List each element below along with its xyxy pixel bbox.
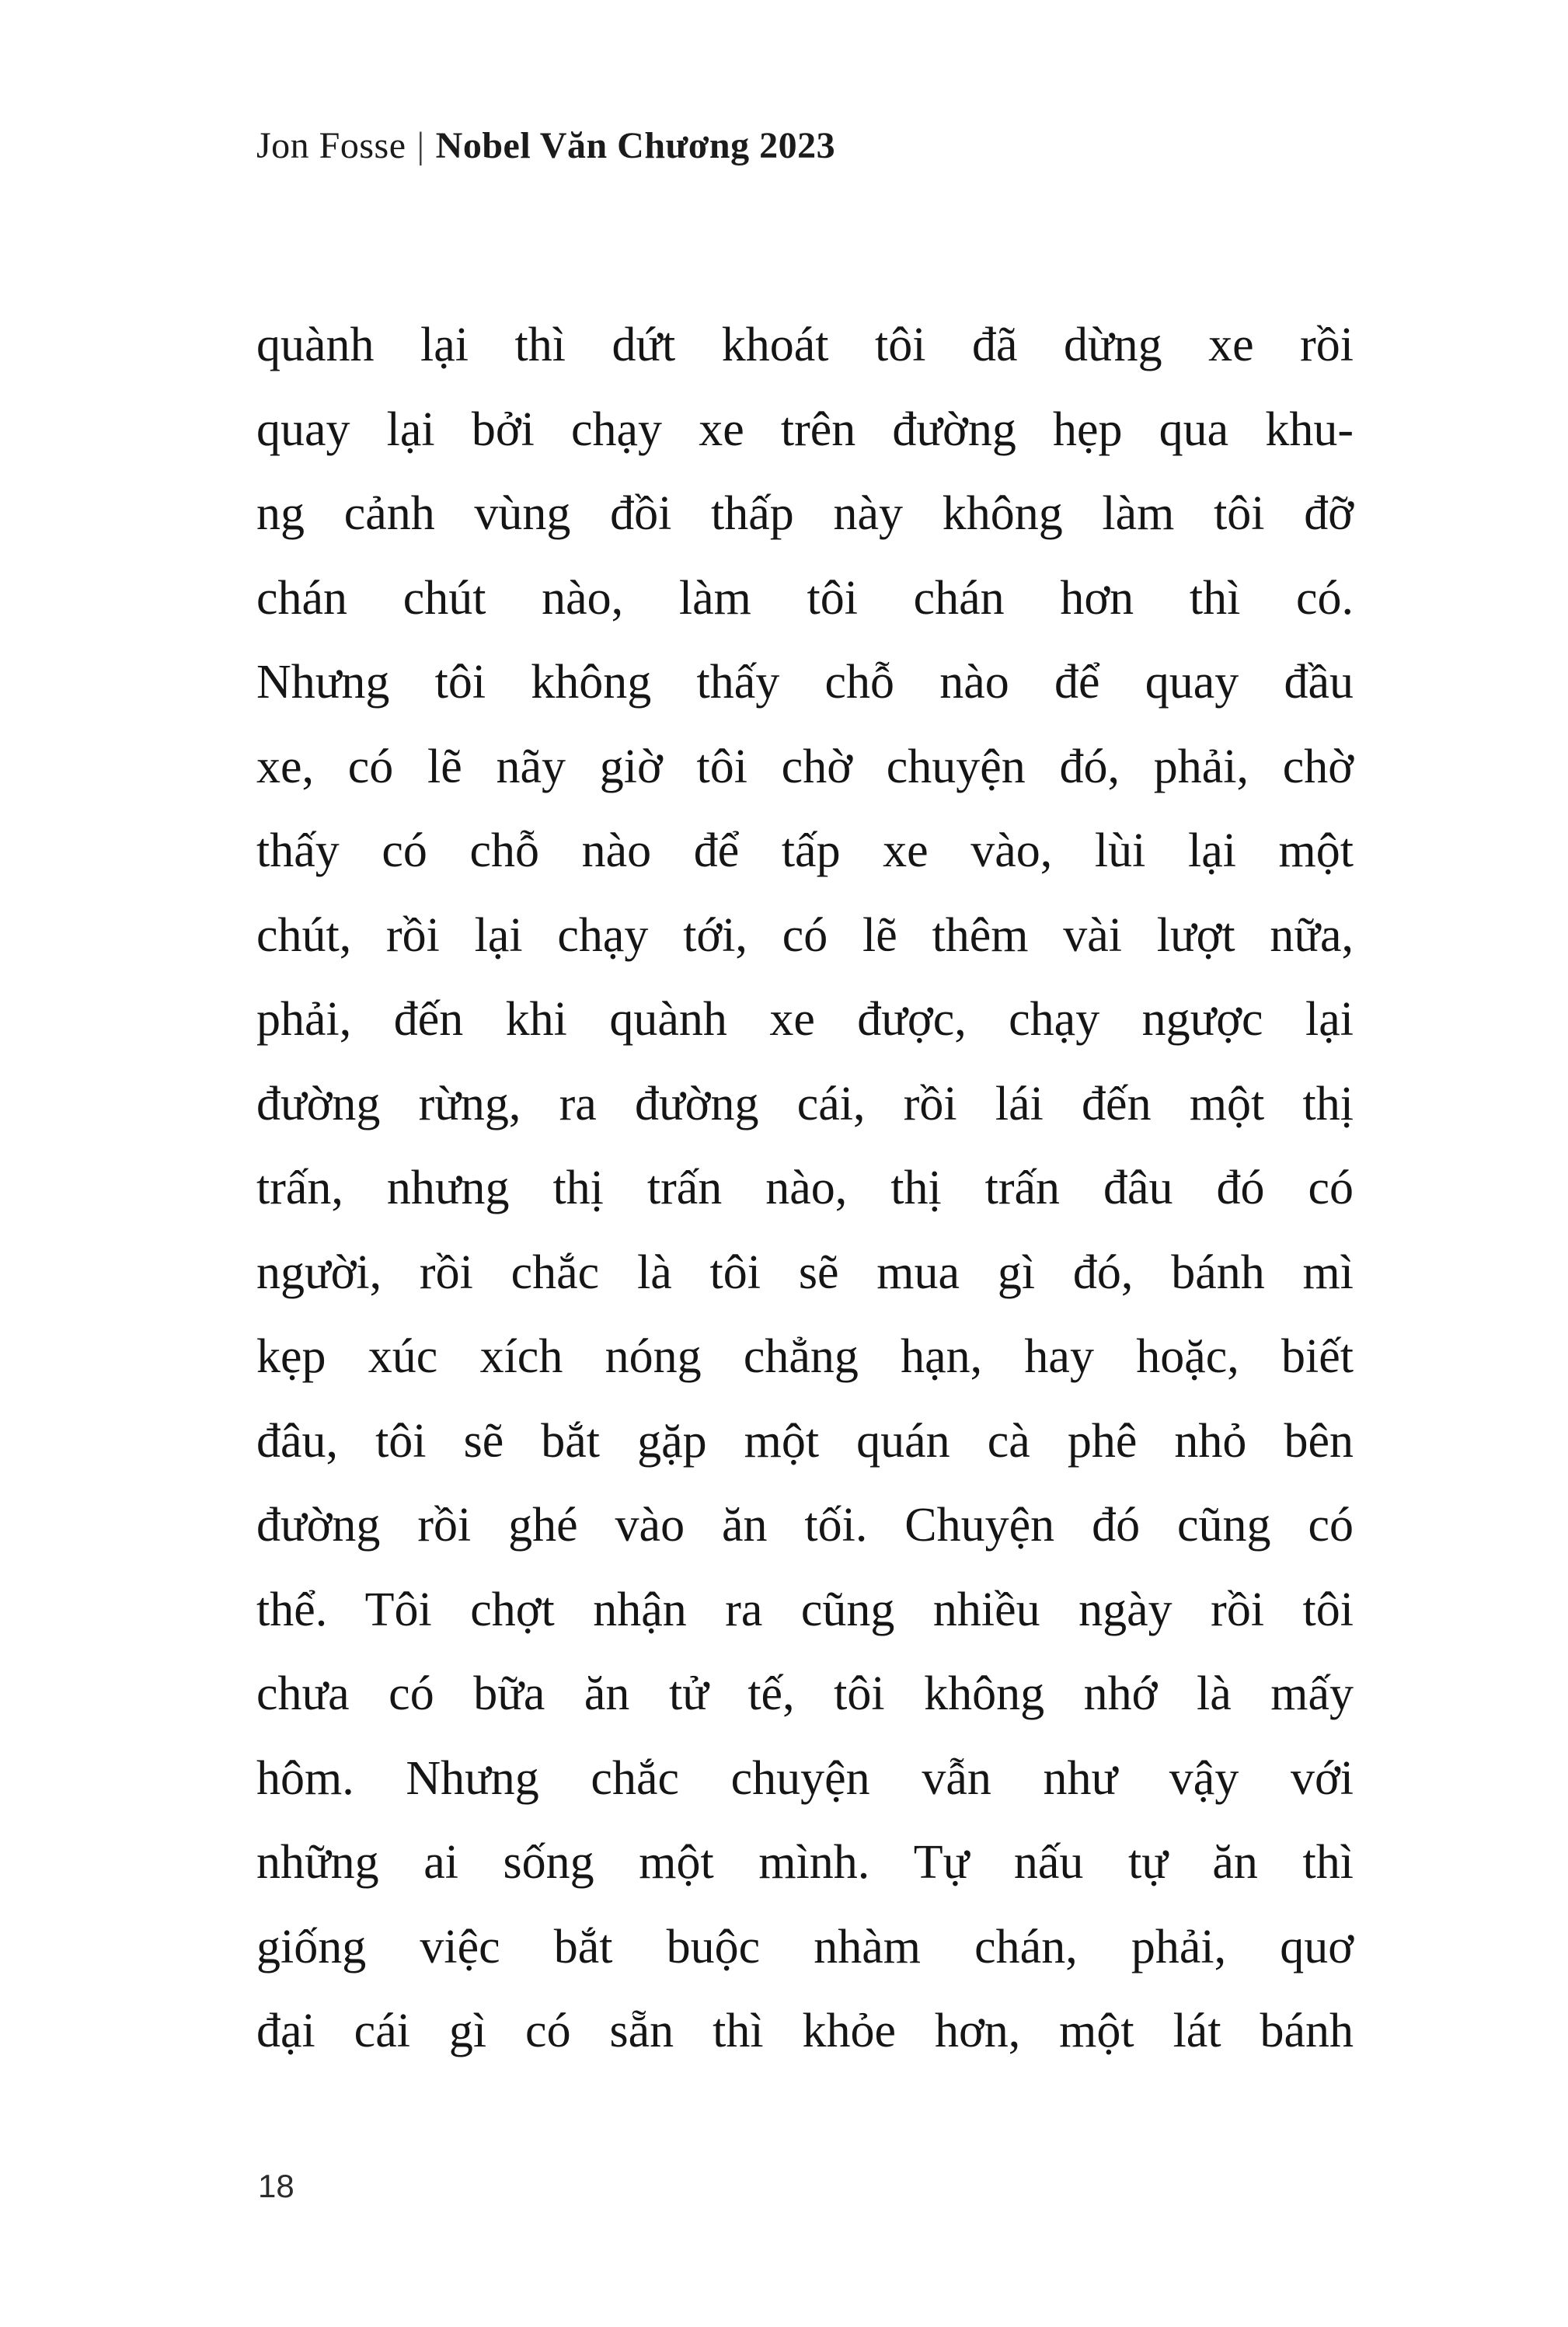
- body-line: thể. Tôi chợt nhận ra cũng nhiều ngày rồi tôi: [256, 1583, 1354, 1636]
- body-line: những ai sống một mình. Tự nấu tự ăn thì: [256, 1836, 1354, 1889]
- body-line: người, rồi chắc là tôi sẽ mua gì đó, bánh mì: [256, 1245, 1354, 1299]
- body-line: trấn, nhưng thị trấn nào, thị trấn đâu đó có: [256, 1162, 1354, 1214]
- body-line: đường rồi ghé vào ăn tối. Chuyện đó cũng có: [256, 1499, 1354, 1552]
- body-line: chán chút nào, làm tôi chán hơn thì có.: [256, 571, 1354, 625]
- body-line: đường rừng, ra đường cái, rồi lái đến một thị: [256, 1077, 1354, 1130]
- body-line: đại cái gì có sẵn thì khỏe hơn, một lát bánh: [256, 2005, 1354, 2057]
- body-line: quành lại thì dứt khoát tôi đã dừng xe rồi: [256, 319, 1354, 371]
- body-line: phải, đến khi quành xe được, chạy ngược lại: [256, 993, 1354, 1046]
- body-line: đâu, tôi sẽ bắt gặp một quán cà phê nhỏ bên: [256, 1414, 1354, 1468]
- body-line: thấy có chỗ nào để tấp xe vào, lùi lại một: [256, 824, 1354, 877]
- body-line: hôm. Nhưng chắc chuyện vẫn như vậy với: [256, 1751, 1354, 1805]
- body-line: quay lại bởi chạy xe trên đường hẹp qua khu-: [256, 402, 1354, 456]
- body-line: kẹp xúc xích nóng chẳng hạn, hay hoặc, biết: [256, 1330, 1354, 1383]
- header-separator: |: [416, 125, 425, 166]
- running-header: [256, 124, 835, 167]
- body-line: giống việc bắt buộc nhàm chán, phải, quơ: [256, 1920, 1354, 1973]
- body-line: xe, có lẽ nãy giờ tôi chờ chuyện đó, phải, chờ: [256, 740, 1354, 793]
- body-line: ng cảnh vùng đồi thấp này không làm tôi đỡ: [256, 487, 1354, 540]
- header-author: Jon Fosse: [256, 125, 406, 166]
- body-line: chút, rồi lại chạy tới, có lẽ thêm vài lượt nữa,: [256, 908, 1354, 962]
- body-line: Nhưng tôi không thấy chỗ nào để quay đầu: [256, 656, 1354, 709]
- body-line: chưa có bữa ăn tử tế, tôi không nhớ là mấy: [256, 1667, 1354, 1720]
- page-number: 18: [258, 2168, 294, 2204]
- body-paragraph: [256, 303, 1354, 2074]
- header-book-title: Nobel Văn Chương 2023: [435, 125, 836, 166]
